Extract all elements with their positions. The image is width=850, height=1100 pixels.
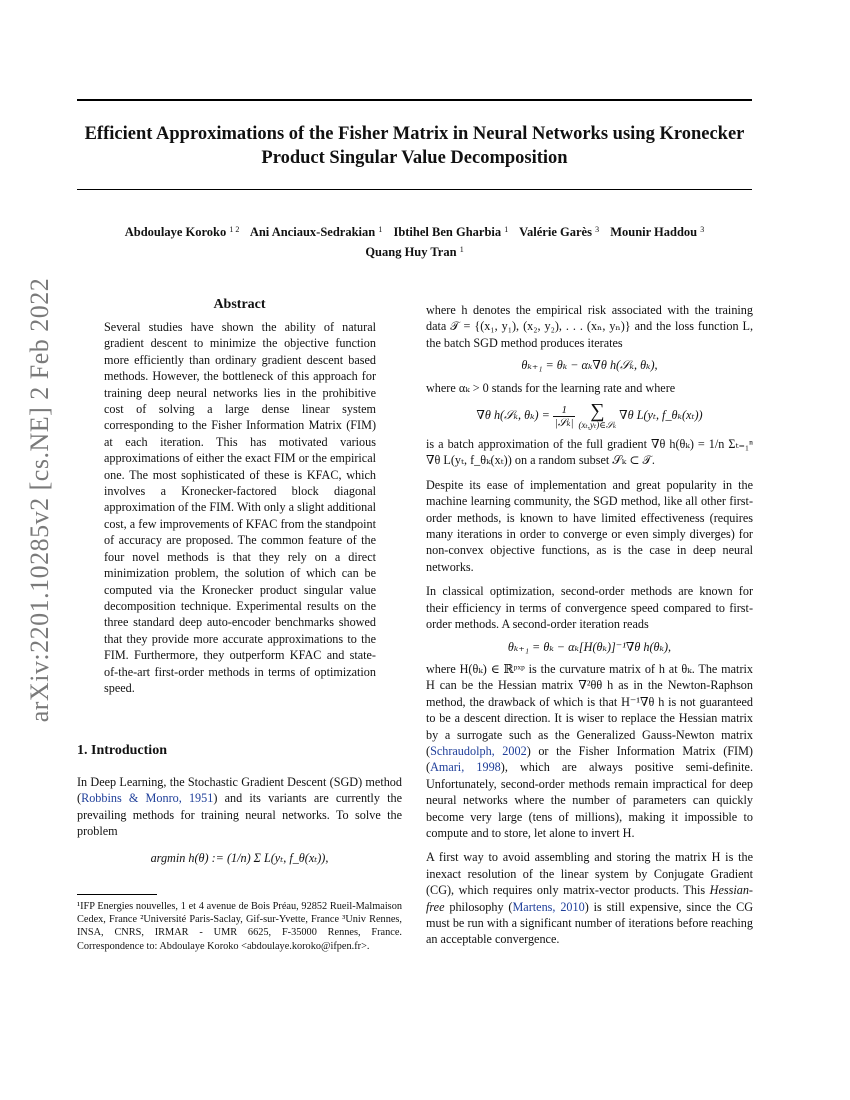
author: Abdoulaye Koroko $^{1 2}$	[124, 225, 240, 239]
affiliation-footnote: ¹IFP Energies nouvelles, 1 et 4 avenue de Bois Préau, 92852 Rueil-Malmaison Cedex, France ²Université Paris-Saclay, Gif-sur-Yvette, France ³Univ Rennes, INSA, CNRS, IRMAR - UMR 6625, F-35000 Rennes, France. Correspondence to: Abdoulaye Koroko <abdoulaye.koroko@ifpen.fr>.	[77, 901, 402, 952]
paragraph: is a batch approximation of the full gradient ∇θ h(θₖ) = 1/n Σₜ₌₁ⁿ ∇θ L(yₜ, f_θₖ(xₜ)) on a random subset 𝒮ₖ ⊂ 𝒯.	[426, 437, 753, 468]
abstract-heading: Abstract	[213, 297, 266, 312]
citation-link[interactable]: Robbins & Monro, 1951	[81, 791, 214, 806]
author-list	[77, 221, 752, 261]
summation: ∑ (xₜ,yₜ)∈𝒮ₖ	[578, 400, 617, 431]
author: Mounir Haddou $^3$	[610, 225, 705, 239]
footnote-rule	[77, 894, 157, 895]
author: Ani Anciaux-Sedrakian $^1$	[249, 225, 383, 239]
author: Ibtihel Ben Gharbia $^1$	[393, 225, 509, 239]
paragraph: In classical optimization, second-order methods are known for their efficiency in terms of convergence speed compared to first-order methods. A second-order iteration reads	[426, 584, 753, 632]
introduction-body	[77, 774, 402, 872]
paragraph: where H(θₖ) ∈ ℝᵖˣᵖ is the curvature matrix of h at θₖ. The matrix H can be the Hessian matrix ∇²θθ h as in the Newton-Raphson method, the drawback of which is that H⁻¹∇θ h is not guaranteed to be a descent direction. It is wiser to replace the Hessian matrix by a surrogate such as the Generalized Gauss-Newton matrix (Schraudolph, 2002) or the Fisher Information Matrix (FIM) (Amari, 1998), which are always positive semi-definite. Unfortunately, second-order methods remain impractical for deep neural networks where the number of parameters can quickly become very large (tens of millions), making it impossible to compute and to store, let alone to invert H.	[426, 661, 753, 840]
citation-link[interactable]: Amari, 1998	[430, 760, 501, 775]
fraction: $\frac{1}{\text{|𝒮ₖ|}}$	[554, 403, 574, 429]
title-rule-top	[77, 99, 752, 101]
arxiv-stamp-text: arXiv:2201.10285v2 [cs.NE] 2 Feb 2022	[25, 277, 54, 723]
paragraph: Despite its ease of implementation and great popularity in the machine learning community, the SGD method, like all other first-order methods, is known to have limited effectiveness (requires many iterations in order to converge or even simply diverges) for non-convex objective functions, as is the case in deep neural networks.	[426, 477, 753, 574]
paragraph: A first way to avoid assembling and storing the matrix H is the inexact resolution of the linear system by Conjugate Gradient (CG), which requires only matrix-vector products. This Hessian-free philosophy (Martens, 2010) is still expensive, since the CG must be run with a significant number of iterations before reaching an acceptable convergence.	[426, 850, 754, 947]
section-heading-introduction: 1. Introduction	[77, 743, 167, 758]
right-column	[426, 302, 753, 948]
title-rule-bottom	[77, 189, 752, 190]
paragraph: where αₖ > 0 stands for the learning rate and where	[426, 380, 676, 395]
citation-link[interactable]: Schraudolph, 2002	[430, 743, 527, 758]
equation-objective: argmin h(θ) := (1/n) Σ L(yₜ, f_θ(xₜ)),	[150, 850, 329, 865]
abstract-text: Several studies have shown the ability of natural gradient descent to minimize the objective function more efficiently than ordinary gradient descent based methods. However, the bottleneck of this approach for training deep neural networks lies in the prohibitive cost of solving a large dense linear system corresponding to the Fisher Information Matrix (FIM) at each iteration. This has motivated various approximations of either the exact FIM or the empirical one. The most sophisticated of these is KFAC, which involves a Kronecker-factored block diagonal approximation of the FIM. With only a slight additional cost, a few improvements of KFAC from the standpoint of accuracy are proposed. The common feature of the four novel methods is that they rely on a direct minimization problem, the solution of which can be computed via the Kronecker product singular value decomposition technique. Experimental results on the three standard deep auto-encoder benchmarks showed that they provide more accurate approximations to the FIM. Furthermore, they outperform KFAC and state-of-the-art first-order methods in terms of optimization speed.	[104, 320, 376, 695]
eq-rhs: ∇θ L(yₜ, f_θₖ(xₜ))	[619, 407, 703, 422]
arxiv-stamp	[20, 277, 60, 723]
author: Valérie Garès $^3$	[519, 225, 600, 239]
paragraph: In Deep Learning, the Stochastic Gradient Descent (SGD) method (Robbins & Monro, 1951) and its variants are currently the prevailing methods for training neural networks. To solve the problem	[77, 775, 402, 839]
paragraph: where h denotes the empirical risk associated with the training data 𝒯 = {(x₁, y₁), (x₂, y₂), . . . (xₙ, yₙ)} and the loss function L, the batch SGD method produces iterates	[426, 303, 753, 350]
equation-batch-gradient	[426, 402, 753, 430]
citation-link[interactable]: Martens, 2010	[512, 899, 585, 914]
eq-lhs: ∇θ h(𝒮ₖ, θₖ) =	[476, 407, 550, 422]
equation-second-order: θₖ₊₁ = θₖ − αₖ[H(θₖ)]⁻¹∇θ h(θₖ),	[507, 639, 672, 654]
author: Quang Huy Tran $^1$	[365, 245, 464, 259]
equation-sgd-iterate: θₖ₊₁ = θₖ − αₖ∇θ h(𝒮ₖ, θₖ),	[521, 358, 658, 373]
paper-title: Efficient Approximations of the Fisher Matrix in Neural Networks using Kronecker Product Singular Value Decomposition	[84, 124, 745, 168]
